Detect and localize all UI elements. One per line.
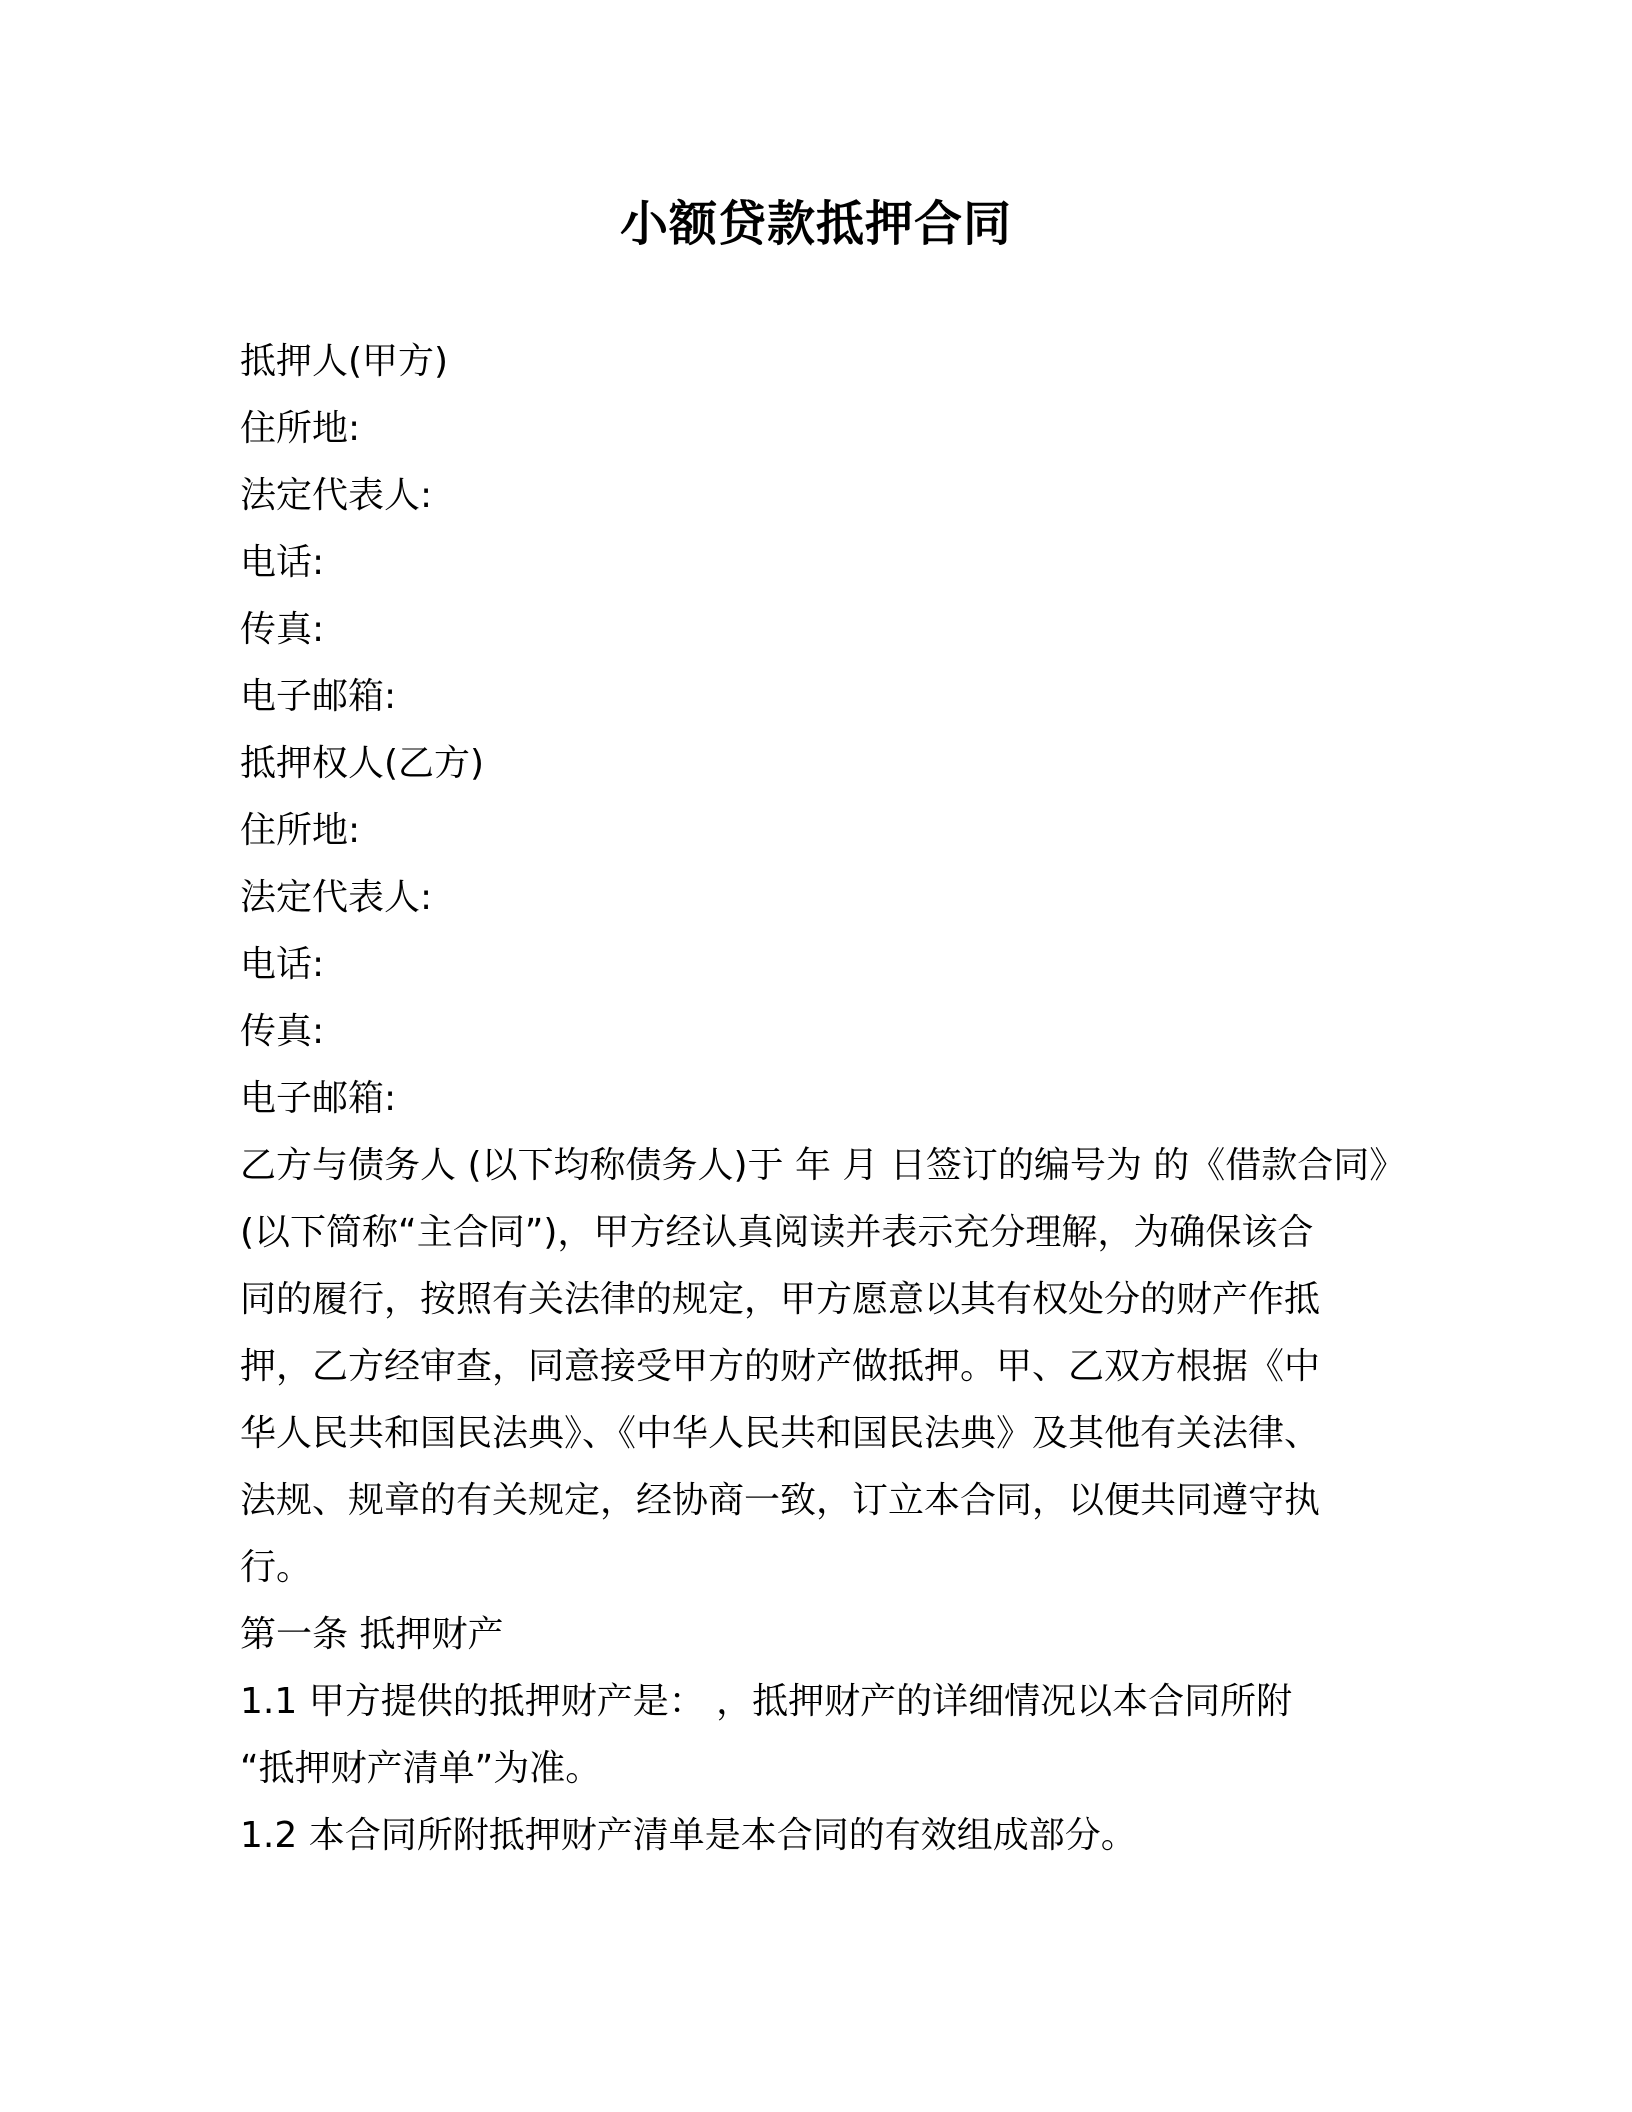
preamble-line-1: 乙方与债务人 (以下均称债务人)于 年 月 日签订的编号为 的《借款合同》 xyxy=(240,1145,1406,1186)
party-a-email: 电子邮箱: xyxy=(240,676,397,717)
preamble-line-5: 华人民共和国民法典》、《中华人民共和国民法典》及其他有关法律、 xyxy=(240,1413,1321,1454)
party-b-address: 住所地: xyxy=(240,810,361,851)
preamble-line-7: 行。 xyxy=(240,1547,313,1588)
document-title: 小额贷款抵押合同 xyxy=(619,196,1012,252)
preamble-line-4: 押，乙方经审查，同意接受甲方的财产做抵押。甲、乙双方根据《中 xyxy=(240,1346,1321,1387)
party-b-heading: 抵押权人(乙方) xyxy=(240,743,485,784)
clause-1-2: 1.2 本合同所附抵押财产清单是本合同的有效组成部分。 xyxy=(240,1815,1137,1856)
party-b-email: 电子邮箱: xyxy=(240,1078,397,1119)
party-a-legal-representative: 法定代表人: xyxy=(240,475,433,516)
party-a-fax: 传真: xyxy=(240,609,325,650)
party-b-phone: 电话: xyxy=(240,944,325,985)
clause-1-1-line-1: 1.1 甲方提供的抵押财产是： ，抵押财产的详细情况以本合同所附 xyxy=(240,1681,1293,1722)
preamble-line-3: 同的履行，按照有关法律的规定，甲方愿意以其有权处分的财产作抵 xyxy=(240,1279,1321,1320)
party-a-phone: 电话: xyxy=(240,542,325,583)
party-a-address: 住所地: xyxy=(240,408,361,449)
document-body xyxy=(240,328,1420,1869)
clause-1-1-line-2: “抵押财产清单”为准。 xyxy=(240,1748,602,1789)
preamble-line-2: (以下简称“主合同”)，甲方经认真阅读并表示充分理解，为确保该合 xyxy=(240,1212,1314,1253)
preamble-line-6: 法规、规章的有关规定，经协商一致，订立本合同，以便共同遵守执 xyxy=(240,1480,1321,1521)
article-1-heading: 第一条 抵押财产 xyxy=(240,1614,504,1655)
party-a-heading: 抵押人(甲方) xyxy=(240,341,449,382)
party-b-legal-representative: 法定代表人: xyxy=(240,877,433,918)
party-b-fax: 传真: xyxy=(240,1011,325,1052)
